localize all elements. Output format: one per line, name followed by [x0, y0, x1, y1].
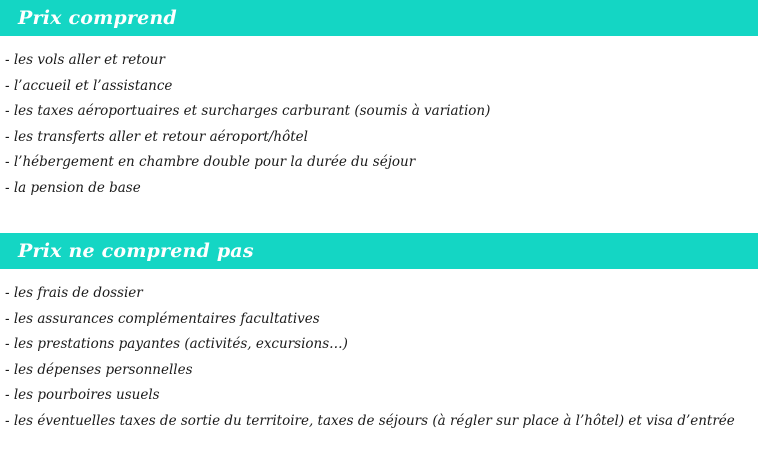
section-title: Prix ne comprend pas — [18, 239, 254, 262]
list-item: - l’hébergement en chambre double pour la durée du séjour — [5, 154, 416, 170]
list-item: - les vols aller et retour — [5, 52, 165, 68]
section-spacer — [0, 205, 758, 233]
list-item: - les prestations payantes (activités, excursions…) — [5, 336, 348, 352]
section-title: Prix comprend — [18, 6, 177, 29]
list-item: - les frais de dossier — [5, 285, 143, 301]
list-item: - les transferts aller et retour aéroport/hôtel — [5, 128, 308, 145]
section-header-price-includes — [0, 0, 758, 36]
section-price-excludes — [0, 233, 758, 438]
list-item: - les taxes aéroportuaires et surcharges carburant (soumis à variation) — [5, 103, 491, 119]
section-body-price-excludes — [0, 269, 758, 438]
list-item: - les éventuelles taxes de sortie du territoire, taxes de séjours (à régler sur place à l’hôtel) et visa d’entrée — [5, 412, 735, 429]
list-item: - les dépenses personnelles — [5, 361, 193, 378]
list-item: - la pension de base — [5, 179, 141, 196]
section-price-includes — [0, 0, 758, 205]
section-header-price-excludes — [0, 233, 758, 269]
list-item: - les assurances complémentaires facultatives — [5, 310, 320, 327]
list-item: - les pourboires usuels — [5, 387, 160, 403]
list-item: - l’accueil et l’assistance — [5, 77, 173, 94]
section-body-price-includes — [0, 36, 758, 205]
